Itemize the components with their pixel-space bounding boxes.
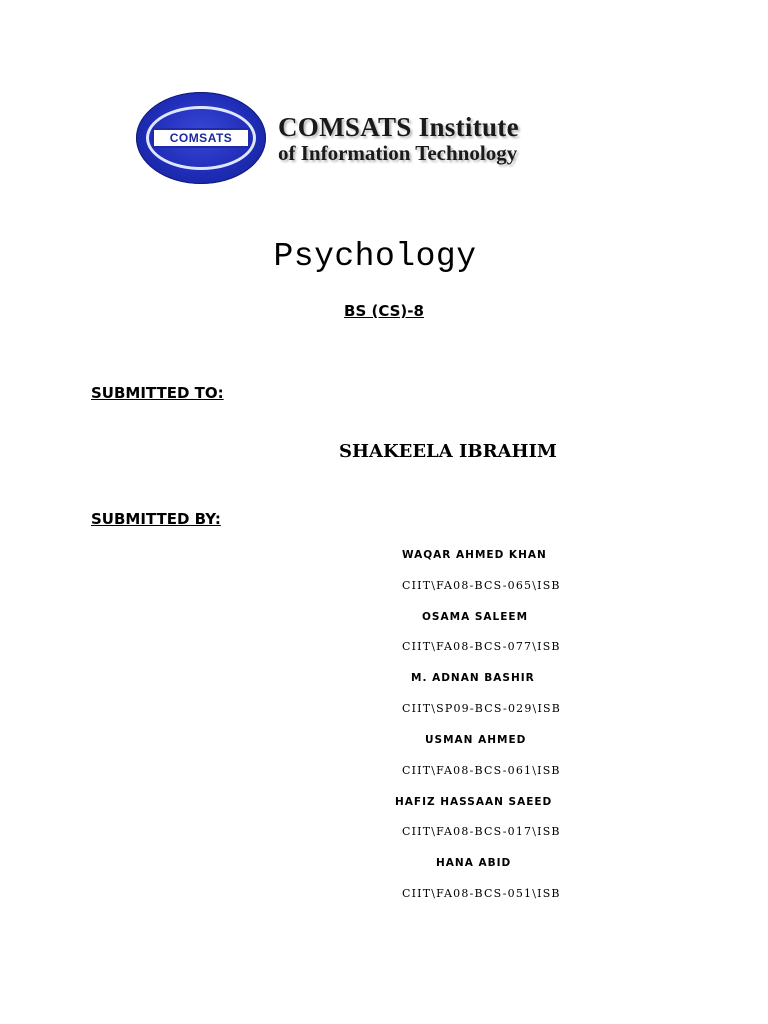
student-id: CIIT\FA08-BCS-077\ISB (402, 640, 561, 653)
student-id: CIIT\SP09-BCS-029\ISB (402, 702, 562, 715)
course-label: BS (CS)-8 (344, 302, 424, 320)
student-id: CIIT\FA08-BCS-065\ISB (402, 579, 561, 592)
student-id: CIIT\FA08-BCS-017\ISB (402, 825, 561, 838)
student-name: HANA ABID (436, 857, 512, 869)
institute-name-line1: COMSATS Institute (278, 112, 519, 142)
student-name: WAQAR AHMED KHAN (402, 549, 547, 561)
institute-logo (136, 92, 616, 188)
student-name: M. ADNAN BASHIR (411, 672, 535, 684)
comsats-emblem-icon (136, 92, 266, 184)
emblem-plate (152, 128, 250, 148)
submitted-to-heading: SUBMITTED TO: (91, 384, 224, 402)
document-title: Psychology (273, 238, 477, 275)
institute-name-line2: of Information Technology (278, 141, 518, 165)
teacher-name: SHAKEELA IBRAHIM (339, 441, 557, 462)
student-name: OSAMA SALEEM (422, 611, 529, 623)
student-name: USMAN AHMED (425, 734, 527, 746)
student-id: CIIT\FA08-BCS-061\ISB (402, 764, 561, 777)
submitted-by-heading: SUBMITTED BY: (91, 510, 221, 528)
student-name: HAFIZ HASSAAN SAEED (395, 796, 553, 808)
student-id: CIIT\FA08-BCS-051\ISB (402, 887, 561, 900)
emblem-text: COMSATS (169, 131, 233, 145)
